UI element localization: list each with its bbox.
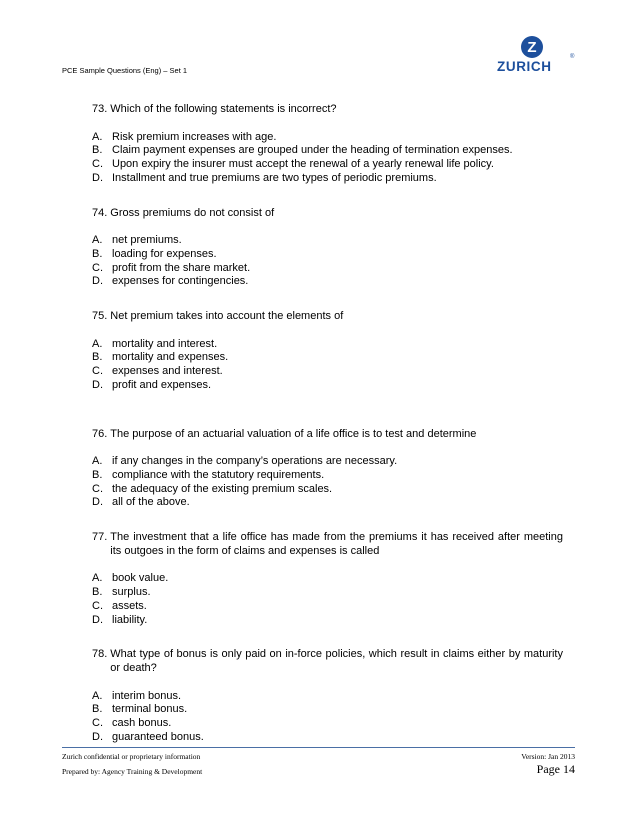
option <box>92 703 563 717</box>
option-letter: B. <box>92 247 103 260</box>
footer-version: Version: Jan 2013 <box>521 752 575 761</box>
option-letter: C. <box>92 482 103 495</box>
option <box>92 131 563 145</box>
option <box>92 469 563 483</box>
option <box>92 338 563 352</box>
option-letter: D. <box>92 613 103 626</box>
question-text: Gross premiums do not consist of <box>110 206 275 219</box>
option-text: interim bonus. <box>112 689 182 702</box>
question-text: The investment that a life office has made from the premiums it has received after meeting its outgoes in the form of claims and expenses is called <box>110 531 563 557</box>
option-letter: C. <box>92 599 103 612</box>
option <box>92 572 563 586</box>
option-text: profit from the share market. <box>112 261 251 274</box>
option-letter: C. <box>92 158 103 171</box>
option-text: surplus. <box>112 586 151 599</box>
options-list <box>92 455 563 510</box>
question-stem <box>92 310 563 324</box>
option-text: expenses for contingencies. <box>112 275 249 288</box>
options-list <box>92 572 563 627</box>
option-text: liability. <box>112 613 148 626</box>
option <box>92 717 563 731</box>
option-text: the adequacy of the existing premium scales. <box>112 482 333 495</box>
option-text: Risk premium increases with age. <box>112 130 277 143</box>
options-list <box>92 690 563 745</box>
option-text: compliance with the statutory requirements. <box>112 468 325 481</box>
option <box>92 234 563 248</box>
option-letter: A. <box>92 689 103 702</box>
option-text: net premiums. <box>112 234 182 247</box>
question-stem <box>92 648 563 675</box>
question-text: What type of bonus is only paid on in-force policies, which result in claims either by maturity or death? <box>110 648 563 674</box>
question-number: 76. <box>92 427 108 440</box>
option-letter: D. <box>92 275 103 288</box>
option-text: Upon expiry the insurer must accept the renewal of a yearly renewal life policy. <box>112 158 494 171</box>
option-letter: C. <box>92 717 103 730</box>
footer-divider <box>62 747 575 748</box>
question-stem <box>92 531 563 558</box>
option-letter: A. <box>92 337 103 350</box>
page-number: Page 14 <box>536 762 575 776</box>
question-text: Which of the following statements is incorrect? <box>110 103 337 115</box>
option-letter: B. <box>92 351 103 364</box>
option <box>92 144 563 158</box>
footer-prepared-by: Prepared by: Agency Training & Development <box>62 767 203 776</box>
options-list <box>92 338 563 393</box>
document-title: PCE Sample Questions (Eng) – Set 1 <box>62 66 188 75</box>
option-letter: A. <box>92 572 103 585</box>
option-text: loading for expenses. <box>112 247 217 260</box>
option-text: mortality and interest. <box>112 337 218 350</box>
question-number: 78. <box>92 648 108 661</box>
option <box>92 690 563 704</box>
question-78 <box>92 648 563 744</box>
option-letter: D. <box>92 496 103 509</box>
option <box>92 262 563 276</box>
question-76 <box>92 428 563 511</box>
option-text: cash bonus. <box>112 717 172 730</box>
questions-section <box>92 103 563 745</box>
option-letter: C. <box>92 261 103 274</box>
option-text: book value. <box>112 572 169 585</box>
question-number: 73. <box>92 103 108 115</box>
option-letter: B. <box>92 703 103 716</box>
question-74 <box>92 207 563 290</box>
option <box>92 496 563 510</box>
option-letter: A. <box>92 234 103 247</box>
zurich-logo <box>497 36 577 78</box>
option-text: Claim payment expenses are grouped under the heading of termination expenses. <box>112 144 513 157</box>
option-letter: B. <box>92 586 103 599</box>
option <box>92 158 563 172</box>
option <box>92 600 563 614</box>
option-text: assets. <box>112 599 147 612</box>
question-number: 77. <box>92 531 108 544</box>
question-77 <box>92 531 563 627</box>
question-stem <box>92 103 563 117</box>
question-text: The purpose of an actuarial valuation of a life office is to test and determine <box>110 427 477 440</box>
option-text: guaranteed bonus. <box>112 730 204 743</box>
option-letter: C. <box>92 365 103 378</box>
option-text: profit and expenses. <box>112 378 212 391</box>
option-text: expenses and interest. <box>112 365 223 378</box>
option-letter: B. <box>92 468 103 481</box>
option-letter: A. <box>92 130 103 143</box>
zurich-logo-name: ZURICH <box>497 59 552 74</box>
option-letter: B. <box>92 144 103 157</box>
option <box>92 248 563 262</box>
registered-mark: ® <box>570 54 575 60</box>
option-letter: D. <box>92 730 103 743</box>
option <box>92 586 563 600</box>
option-text: if any changes in the company’s operations are necessary. <box>112 455 398 468</box>
zurich-logo-mark: Z <box>521 36 543 58</box>
options-list <box>92 131 563 186</box>
option <box>92 731 563 745</box>
options-list <box>92 234 563 289</box>
option-text: Installment and true premiums are two types of periodic premiums. <box>112 171 437 184</box>
question-number: 74. <box>92 206 108 219</box>
option-text: terminal bonus. <box>112 703 188 716</box>
option <box>92 351 563 365</box>
question-stem <box>92 207 563 221</box>
option <box>92 379 563 393</box>
option-text: mortality and expenses. <box>112 351 229 364</box>
question-stem <box>92 428 563 442</box>
option <box>92 614 563 628</box>
question-number: 75. <box>92 310 108 323</box>
option-letter: A. <box>92 455 103 468</box>
option-letter: D. <box>92 171 103 184</box>
option-text: all of the above. <box>112 496 190 509</box>
question-75 <box>92 310 563 393</box>
option <box>92 455 563 469</box>
footer-confidential: Zurich confidential or proprietary information <box>62 752 201 761</box>
option-letter: D. <box>92 378 103 391</box>
question-73 <box>92 103 563 186</box>
option <box>92 275 563 289</box>
option <box>92 172 563 186</box>
question-text: Net premium takes into account the elements of <box>110 310 344 323</box>
option <box>92 365 563 379</box>
option <box>92 483 563 497</box>
